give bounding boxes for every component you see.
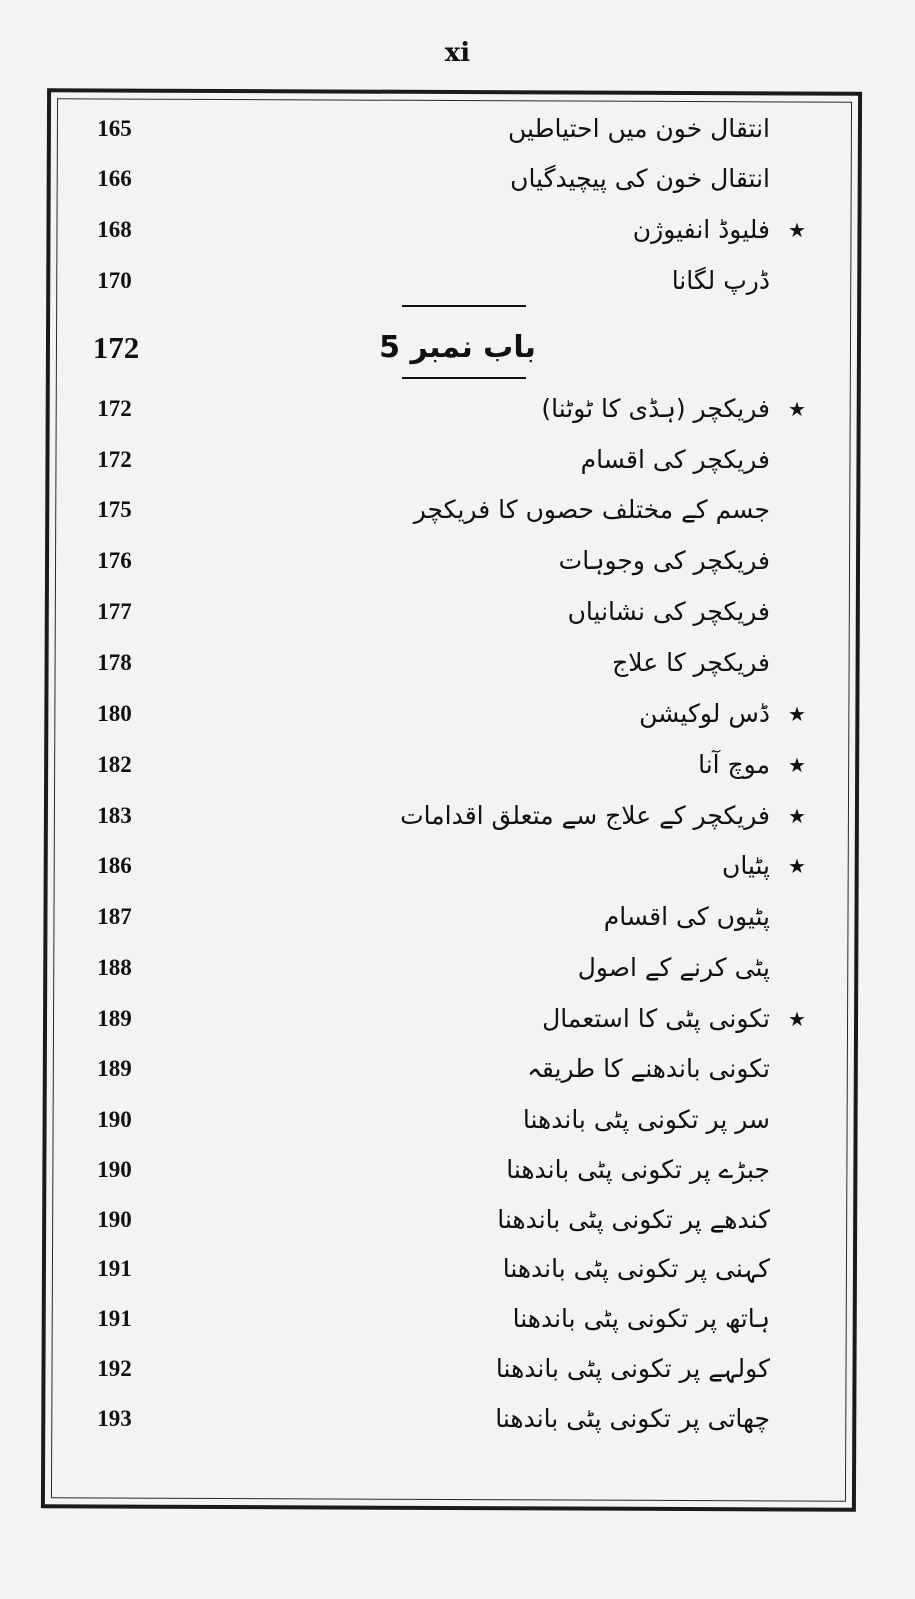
toc-entry-title: فریکچر کے علاج سے متعلق اقدامات bbox=[400, 801, 770, 830]
toc-entry-page: 172 bbox=[97, 396, 132, 421]
star-icon: ★ bbox=[788, 753, 806, 777]
star-icon: ★ bbox=[788, 218, 806, 242]
toc-entry-title: ڈس لوکیشن bbox=[639, 699, 770, 728]
toc-entry-title: تکونی باندھنے کا طریقہ bbox=[527, 1054, 770, 1083]
toc-entry-page: 170 bbox=[97, 268, 132, 293]
toc-entry-page: 166 bbox=[97, 166, 132, 191]
toc-entry[interactable] bbox=[0, 587, 915, 637]
chapter-heading: باب نمبر 5 bbox=[379, 330, 536, 365]
star-icon: ★ bbox=[788, 397, 806, 421]
toc-entry-page: 165 bbox=[97, 116, 132, 141]
toc-entry[interactable] bbox=[0, 689, 915, 739]
star-icon: ★ bbox=[788, 702, 806, 726]
toc-entry[interactable] bbox=[0, 1394, 915, 1444]
toc-entry[interactable] bbox=[0, 791, 915, 841]
toc-entry-page: 186 bbox=[97, 853, 132, 878]
toc-entry-page: 193 bbox=[97, 1406, 132, 1431]
toc-entry-page: 168 bbox=[97, 217, 132, 242]
toc-entry-page: 190 bbox=[97, 1157, 132, 1182]
toc-entry-title: کندھے پر تکونی پٹی باندھنا bbox=[497, 1205, 770, 1234]
toc-entry-page: 176 bbox=[97, 548, 132, 573]
toc-entry-title: انتقال خون میں احتیاطیں bbox=[508, 114, 770, 143]
toc-entry[interactable] bbox=[0, 1294, 915, 1344]
toc-entry-title: موچ آنا bbox=[698, 750, 770, 779]
toc-entry[interactable] bbox=[0, 943, 915, 993]
star-icon: ★ bbox=[788, 854, 806, 878]
chapter-heading-row[interactable] bbox=[0, 323, 915, 373]
toc-entry[interactable] bbox=[0, 892, 915, 942]
toc-entry-page: 178 bbox=[97, 650, 132, 675]
toc-entry-title: پٹیوں کی اقسام bbox=[603, 902, 770, 931]
toc-entry[interactable] bbox=[0, 1145, 915, 1195]
toc-entry-title: پٹی کرنے کے اصول bbox=[577, 953, 770, 982]
toc-entry-page: 183 bbox=[97, 803, 132, 828]
toc-entry-title: انتقال خون کی پیچیدگیاں bbox=[510, 164, 770, 193]
toc-entry[interactable] bbox=[0, 994, 915, 1044]
toc-entry[interactable] bbox=[0, 384, 915, 434]
toc-entry[interactable] bbox=[0, 841, 915, 891]
toc-entry[interactable] bbox=[0, 1095, 915, 1145]
toc-entry-title: پٹیاں bbox=[721, 851, 770, 880]
toc-entry-page: 182 bbox=[97, 752, 132, 777]
toc-entry-page: 189 bbox=[97, 1006, 132, 1031]
toc-entry-title: فریکچر کا علاج bbox=[612, 648, 770, 677]
toc-entry-page: 190 bbox=[97, 1207, 132, 1232]
toc-entry[interactable] bbox=[0, 740, 915, 790]
toc-entry-title: فریکچر (ہڈی کا ٹوٹنا) bbox=[541, 394, 770, 423]
toc-entry-title: کہنی پر تکونی پٹی باندھنا bbox=[502, 1254, 770, 1283]
toc-entry-title: فریکچر کی اقسام bbox=[580, 445, 770, 474]
toc-entry-page: 192 bbox=[97, 1356, 132, 1381]
toc-entry-title: چھاتی پر تکونی پٹی باندھنا bbox=[495, 1404, 770, 1433]
toc-entry-title: فریکچر کی نشانیاں bbox=[567, 597, 770, 626]
toc-entry-title: ڈرپ لگانا bbox=[671, 266, 770, 295]
toc-entry-title: ہاتھ پر تکونی پٹی باندھنا bbox=[512, 1304, 770, 1333]
toc-entry-page: 190 bbox=[97, 1107, 132, 1132]
toc-entry-page: 189 bbox=[97, 1056, 132, 1081]
toc-entry[interactable] bbox=[0, 256, 915, 306]
star-icon: ★ bbox=[788, 804, 806, 828]
toc-entry-title: جسم کے مختلف حصوں کا فریکچر bbox=[413, 495, 770, 524]
toc-entry-page: 191 bbox=[97, 1256, 132, 1281]
toc-entry[interactable] bbox=[0, 536, 915, 586]
toc-entry-page: 191 bbox=[97, 1306, 132, 1331]
toc-entry-title: فریکچر کی وجوہات bbox=[558, 546, 770, 575]
chapter-rule-top bbox=[402, 305, 526, 307]
toc-entry[interactable] bbox=[0, 638, 915, 688]
toc-entry[interactable] bbox=[0, 1344, 915, 1394]
toc-entry[interactable] bbox=[0, 485, 915, 535]
page-number: xi bbox=[444, 38, 471, 68]
toc-entry[interactable] bbox=[0, 1044, 915, 1094]
toc-entry[interactable] bbox=[0, 1195, 915, 1245]
toc-entry-title: جبڑے پر تکونی پٹی باندھنا bbox=[506, 1155, 770, 1184]
toc-entry-title: فلیوڈ انفیوژن bbox=[632, 215, 770, 244]
toc-entry[interactable] bbox=[0, 1244, 915, 1294]
toc-entry-page: 180 bbox=[97, 701, 132, 726]
toc-entry-page: 172 bbox=[97, 447, 132, 472]
toc-entry-title: سر پر تکونی پٹی باندھنا bbox=[522, 1105, 770, 1134]
star-icon: ★ bbox=[788, 1007, 806, 1031]
toc-entry-page: 187 bbox=[97, 904, 132, 929]
chapter-rule-bottom bbox=[402, 377, 526, 379]
toc-entry-title: کولہے پر تکونی پٹی باندھنا bbox=[495, 1354, 770, 1383]
toc-entry-page: 188 bbox=[97, 955, 132, 980]
toc-entry-page: 177 bbox=[97, 599, 132, 624]
toc-entry[interactable] bbox=[0, 205, 915, 255]
toc-entry[interactable] bbox=[0, 154, 915, 204]
chapter-page: 172 bbox=[92, 330, 140, 365]
toc-entry[interactable] bbox=[0, 104, 915, 154]
toc-entry-page: 175 bbox=[97, 497, 132, 522]
toc-entry-title: تکونی پٹی کا استعمال bbox=[542, 1004, 770, 1033]
toc-entry[interactable] bbox=[0, 435, 915, 485]
